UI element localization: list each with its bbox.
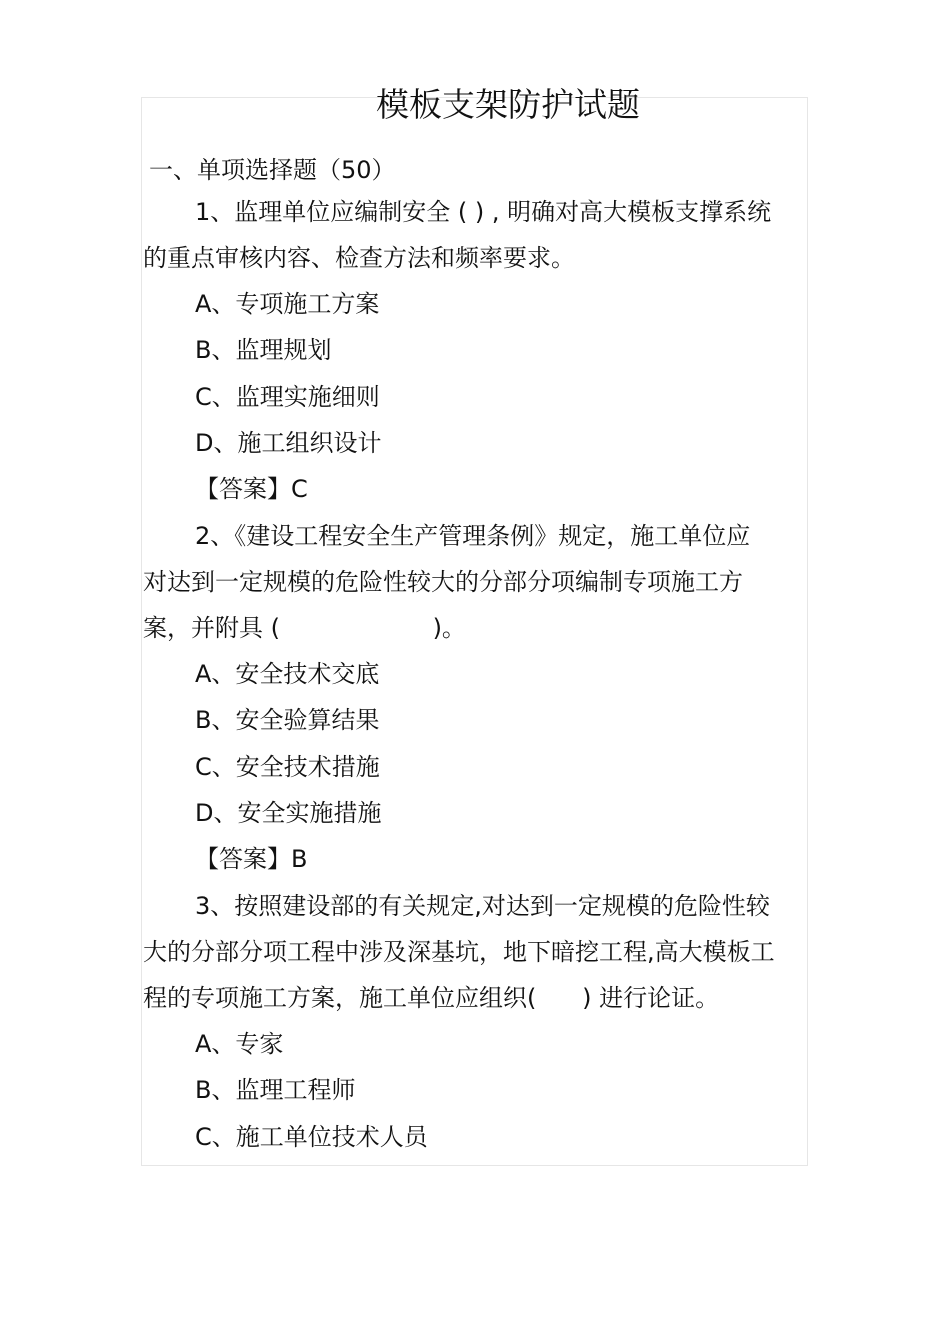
question-2-line-1: 2、《建设工程安全生产管理条例》规定，施工单位应 <box>195 522 751 550</box>
question-2-option-c: C、安全技术措施 <box>195 753 380 781</box>
question-2-option-b: B、安全验算结果 <box>195 706 380 734</box>
question-1-option-c: C、监理实施细则 <box>195 383 380 411</box>
question-2-line-3: 案，并附具 ( )。 <box>143 614 466 642</box>
question-2-answer: 【答案】B <box>195 845 308 873</box>
section-heading: 一、单项选择题（50） <box>149 156 396 184</box>
question-1-line-1: 1、监理单位应编制安全 ( ) , 明确对高大模板支撑系统 <box>195 198 772 226</box>
question-1-answer: 【答案】C <box>195 475 308 503</box>
question-3-line-2: 大的分部分项工程中涉及深基坑，地下暗挖工程,高大模板工 <box>143 938 775 966</box>
question-1-option-d: D、施工组织设计 <box>195 429 382 457</box>
document-title: 模板支架防护试题 <box>376 85 640 124</box>
question-2-option-a: A、安全技术交底 <box>195 660 380 688</box>
question-2-option-d: D、安全实施措施 <box>195 799 382 827</box>
question-3-line-1: 3、按照建设部的有关规定,对达到一定规模的危险性较 <box>195 892 770 920</box>
question-2-line-2: 对达到一定规模的危险性较大的分部分项编制专项施工方 <box>143 568 743 596</box>
question-3-line-3: 程的专项施工方案，施工单位应组织( ) 进行论证。 <box>143 984 720 1012</box>
question-3-option-a: A、专家 <box>195 1030 284 1058</box>
question-1-option-b: B、监理规划 <box>195 336 332 364</box>
question-1-line-2: 的重点审核内容、检查方法和频率要求。 <box>143 244 575 272</box>
question-3-option-b: B、监理工程师 <box>195 1076 356 1104</box>
question-3-option-c: C、施工单位技术人员 <box>195 1123 428 1151</box>
question-1-option-a: A、专项施工方案 <box>195 290 380 318</box>
